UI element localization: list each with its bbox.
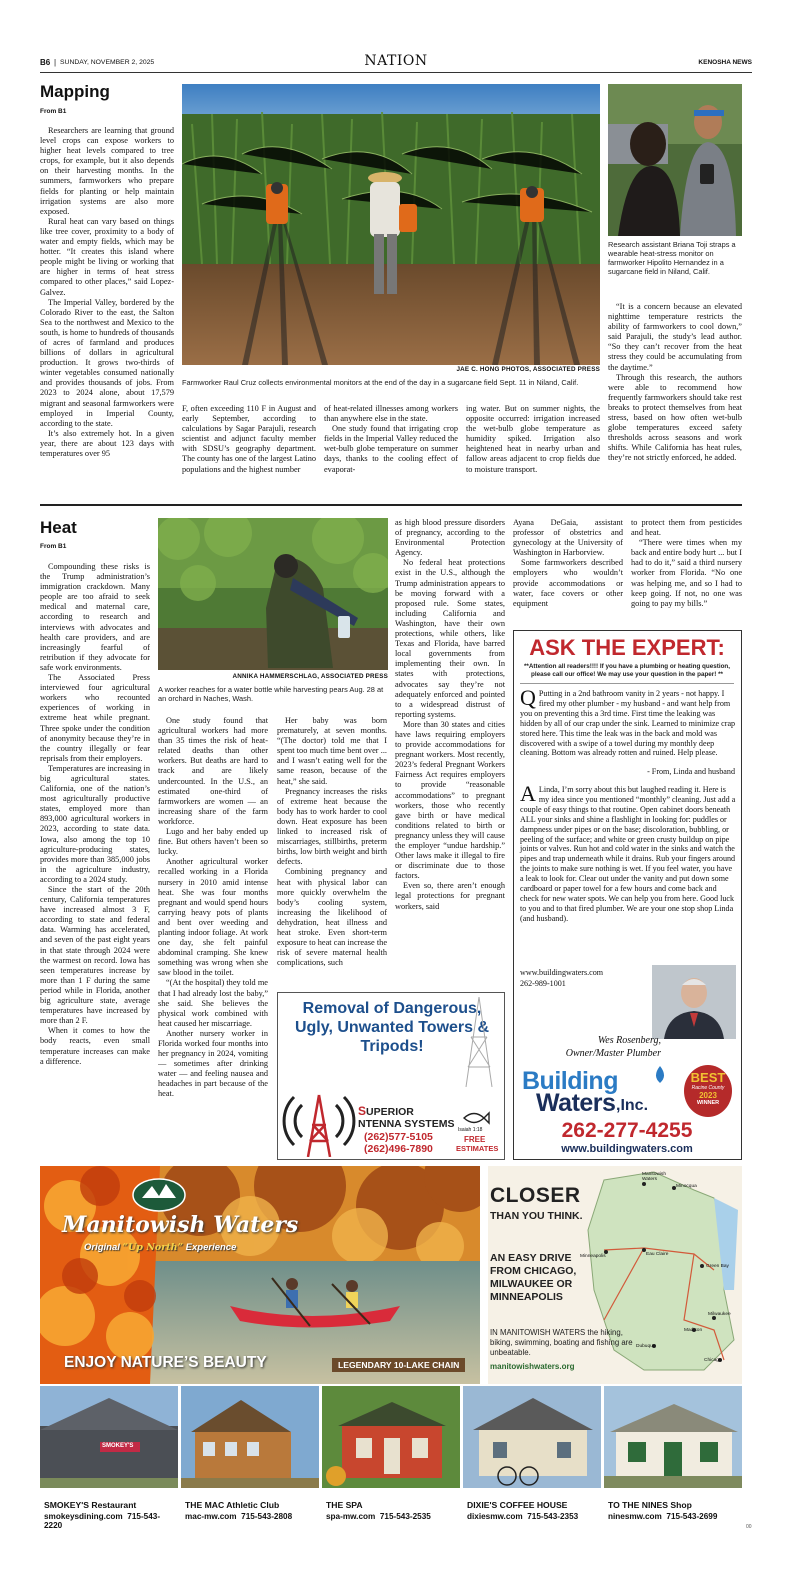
- mapping-para: Rural heat can vary based on things like tree cover, proximity to a body of water and empty fields, which may be hotter. “It creates this island where people might be living or working that are higher in terms of heat stress compared to other places,” said Lopez-Galvez.: [40, 216, 174, 297]
- q-letter: Q: [520, 685, 536, 710]
- heat-para: Ayana DeGaia, assistant professor of obstetrics and gynecology at the University of Washington in Harborview.: [513, 518, 623, 558]
- heat-para: When it comes to how the body reacts, even small temperature increases can make a difference.: [40, 1026, 150, 1066]
- business-url[interactable]: dixiesmw.com: [467, 1512, 523, 1521]
- expert-title: ASK THE EXPERT:: [529, 635, 725, 660]
- map-city-1: Manitowish Waters: [642, 1172, 666, 1182]
- mapping-para: It’s also extremely hot. In a given year, there are about 123 days with temperatures over 95: [40, 428, 174, 458]
- heat-para: Temperatures are increasing in big agricultural states. California, one of the nation’s most agriculturally productive states, employed more than 893,000 agricultural workers in 2023, according to state data. Iowa, also among the top 10 agriculture-producing states, provides more than 385,000 jobs in the agriculture industry, according to a 2024 study.: [40, 763, 150, 884]
- mapping-col1: [40, 126, 174, 480]
- smokeys-sign: SMOKEY'S: [102, 1443, 134, 1449]
- business-card[interactable]: [322, 1386, 460, 1521]
- heat-photo-credit: ANNIKA HAMMERSCHLAG, ASSOCIATED PRESS: [232, 673, 388, 680]
- header-date: SUNDAY, NOVEMBER 2, 2025: [60, 59, 155, 66]
- tagline-pre: Original: [84, 1242, 120, 1253]
- manitowish-logo-text: Manitowish Waters: [62, 1212, 299, 1238]
- heat-para: Combining pregnancy and heat with physical labor can more quickly overwhelm the body’s cooling system, increasing the likelihood of dehydration, heat illness and heat stroke. Even short-term exposure to heat can increase the risk of severe maternal health complications, such: [277, 867, 387, 968]
- spa-photo: [322, 1386, 460, 1488]
- answer-block: [520, 781, 736, 924]
- business-card[interactable]: [463, 1386, 601, 1521]
- mapping-para: Through this research, the authors were able to recommend how frequently farmworkers should take rest breaks to protect themselves from heat stress, based on how often wet-bulb globe temperatures exceed safety thresholds across seasons and work shifts. While California has heat rules, they’re not strictly enforced, he added.: [608, 372, 742, 463]
- question-text: Putting in a 2nd bathroom vanity in 2 years - not happy. I fired my other plumber - my husband - and want help from you on preventing this a 3rd time. First time the leaking was hidden by all of our crap under the sink. Learned to minimize crap stored here. This time the leak was in the back and mold was discovered with a swipe of a towel during my monthly deep cleaning. Bottom was already rotten and ruined. Help please.: [520, 689, 736, 758]
- expert-phone-small[interactable]: 262-989-1001: [520, 979, 566, 988]
- manitowish-body: IN MANITOWISH WATERS the hiking, biking, swimming, boating and fishing are unbeatable.: [490, 1328, 633, 1357]
- fish-icon: [462, 1111, 490, 1125]
- paper-name: KENOSHA NEWS: [698, 59, 752, 66]
- business-url[interactable]: smokeysdining.com: [44, 1512, 123, 1521]
- question-signoff: - From, Linda and husband: [647, 767, 735, 776]
- footer-code: 00: [746, 1524, 752, 1530]
- manitowish-emblem: [132, 1178, 186, 1212]
- mapping-col2-text: F, often exceeding 110 F in August and early September, according to calculations by Sagar Parajuli, research scientist and adjunct faculty member with SDSU’s geography department. The county has one of the largest Latino populations and the highest number: [182, 404, 316, 474]
- logo-building: Building: [522, 1067, 618, 1095]
- dixies-photo: [463, 1386, 601, 1488]
- company-initial: S: [358, 1104, 367, 1118]
- best-of-badge: [684, 1065, 732, 1117]
- smokeys-photo: [40, 1386, 178, 1488]
- drive-label: AN EASY DRIVE FROM CHICAGO, MILWAUKEE OR MINNEAPOLIS: [490, 1252, 577, 1303]
- tower-phone-2[interactable]: (262)496-7890: [364, 1143, 433, 1155]
- map-city-9: Chicago: [704, 1358, 722, 1363]
- owner-portrait: [652, 965, 736, 1039]
- page-header: [40, 53, 752, 72]
- business-name: DIXIE'S COFFEE HOUSE: [467, 1500, 568, 1510]
- mapping-photo-credit: JAE C. HONG PHOTOS, ASSOCIATED PRESS: [456, 366, 600, 373]
- heat-para: as high blood pressure disorders of pregnancy, according to the Environmental Protection Agency.: [395, 518, 505, 558]
- heat-monitor-photo-image: [608, 84, 742, 236]
- heat-para: More than 30 states and cities have laws requiring employers to provide accommodations for pregnant workers. Most recently, 2023’s federal Pregnant Workers Fairness Act requires employers to provide “reasonable accommodations” to pregnant workers, those who recently gave birth or have medical conditions related to birth or pregnancy unless they will cause the employer “undue hardship.” Other laws make it illegal to fire or discriminate due to those factors.: [395, 719, 505, 881]
- business-phone[interactable]: 715-543-2808: [241, 1512, 293, 1521]
- business-contact: [604, 1512, 742, 1521]
- business-name: TO THE NINES Shop: [608, 1500, 692, 1510]
- heat-photo-caption: A worker reaches for a water bottle while harvesting pears Aug. 28 at an orchard in Naches, Wash.: [158, 685, 384, 703]
- heat-para: Lugo and her baby ended up fine. But others haven’t been so lucky.: [158, 827, 268, 857]
- business-phone[interactable]: 715-543-2699: [666, 1512, 718, 1521]
- owner-title: Owner/Master Plumber: [565, 1048, 661, 1059]
- map-city-2: Minocqua: [676, 1184, 697, 1189]
- business-url[interactable]: mac-mw.com: [185, 1512, 237, 1521]
- mapping-para: Researchers are learning that ground level crops can expose workers to higher heat levels compared to tree crops, for example, but it also depends on their harvesting months. In the summers, farmworkers who prepare fields for planting or help maintain irrigation systems are also more exposed.: [40, 126, 174, 216]
- heat-col5: [513, 518, 623, 624]
- question-block: [520, 685, 736, 758]
- tagline-post: Experience: [185, 1242, 237, 1253]
- business-card[interactable]: [40, 1386, 178, 1530]
- mapping-col4-text: ing water. But on summer nights, the opposite occurred: irrigation increased the wet-bulb globe temperature as humidity spiked. Irrigation also heightened heat in nearby urban and fallow areas adjacent to crop fields due to moisture transport.: [466, 404, 600, 474]
- business-phone[interactable]: 715-543-2353: [527, 1512, 579, 1521]
- mapping-para: One study found that irrigating crop fields in the Imperial Valley reduced the wet-bulb globe temperature on summer days, thanks to the cooling effect of evaporat-: [324, 424, 458, 474]
- manitowish-tagline: [84, 1242, 236, 1253]
- heat-col3: [277, 716, 387, 986]
- best-winner: WINNER: [696, 1100, 720, 1106]
- business-contact: [322, 1512, 460, 1521]
- heat-para: Even so, there aren’t enough legal protections for pregnant workers, said: [395, 881, 505, 911]
- best-sub: Racine County: [691, 1085, 725, 1091]
- mapping-headline: Mapping: [40, 82, 110, 101]
- closer-label: CLOSER: [490, 1184, 581, 1207]
- answer-text: Linda, I’m sorry about this but laughed reading it. Here is my idea since you mentioned “monthly” cleaning. Just add a couple of easy things to that routine. Open cabinet doors beneath ALL your sinks and shine a flashlight in looking for: puddles or dampness under pipes or on the base; discoloration, bubbling, or peeling of the surface; and white or green crusty buildup on pipe joints or valves. Run hot and cold water in the sinks and watch the pipes and trap underneath while it drains. Rub your fingers around the joints to make sure nothing is wet. If you feel water, you have a leak to look for. Clear out under the vanity and put down some cardboard or paper towel for a few hours and come back and check for new water spots. We can help you from here. Good luck to you and to that fired plumber. We are your one stop shop Linda (and husband).: [520, 785, 736, 923]
- company-word1: UPERIOR: [366, 1106, 414, 1118]
- heat-col4: [395, 518, 505, 986]
- expert-web-big[interactable]: www.buildingwaters.com: [561, 1143, 693, 1155]
- ask-expert-ad[interactable]: [513, 630, 742, 1160]
- company-line2: NTENNA SYSTEMS: [358, 1118, 455, 1130]
- heat-para: Some farmworkers described employers who wouldn’t provide accommodations or water, face covers or other equipment: [513, 558, 623, 608]
- manitowish-ad[interactable]: [40, 1166, 742, 1546]
- logo-waters: Waters: [536, 1089, 616, 1117]
- map-city-5: Green Bay: [706, 1264, 729, 1269]
- estimates-label: ESTIMATES: [456, 1144, 499, 1153]
- chain-label: LEGENDARY 10-LAKE CHAIN: [332, 1358, 465, 1372]
- business-name: THE SPA: [326, 1500, 363, 1510]
- story-divider: [40, 504, 742, 506]
- heat-col6: [631, 518, 742, 624]
- tower-ad-headline: Removal of Dangerous, Ugly, Unwanted Towers & Tripods!: [294, 1000, 490, 1055]
- tower-ad[interactable]: [277, 992, 505, 1160]
- pear-orchard-photo: [158, 518, 388, 670]
- map-city-6: Milwaukee: [708, 1312, 731, 1317]
- heat-para: “There were times when my back and entire body hurt ... but I had to do it,” said a third nursery worker from Florida. “No one was helping me, and so I had to keep going. If not, no one was going to pay my bills.”: [631, 538, 742, 608]
- heat-monitor-photo: [608, 84, 742, 236]
- heat-col1: [40, 562, 150, 1154]
- tower-mast-icon: [456, 997, 502, 1087]
- heat-para: The Associated Press interviewed four agricultural workers who recounted experiences of working in extreme heat while pregnant. Three spoke under the condition of anonymity because they’re in the country illegally or fear reprisals from their employers.: [40, 673, 150, 763]
- owner-photo: [652, 965, 736, 1039]
- mapping-col3: [324, 404, 458, 480]
- than-label: THAN YOU THINK.: [490, 1210, 583, 1222]
- heat-para: Another agricultural worker recalled working in a Florida nursery in 2010 amid intense heat. She was four months pregnant and would spend hours carrying heavy pots of plants and bent over weeding and planting indoor foliage. At work one day, she felt painful abdominal cramping. She knew something was wrong when she saw blood in the toilet.: [158, 857, 268, 978]
- heat-para: Another nursery worker in Florida worked four months into her pregnancy in 2024, vomiting — sometimes after drinking water — and feeling nausea and headaches in part because of the heat.: [158, 1028, 268, 1099]
- heat-para: One study found that agricultural workers had more than 35 times the risk of heat-related deaths than other workers. But deaths are hard to track and are likely undercounted. In the U.S., an estimated one-third of farmworkers are women — an increasing share of the farm workforce.: [158, 716, 268, 826]
- business-url[interactable]: ninesmw.com: [608, 1512, 662, 1521]
- best-year: 2023: [699, 1091, 717, 1100]
- heat-para: “(At the hospital) they told me that I had already lost the baby,” she said. She believes the physical work combined with heat caused her miscarriage.: [158, 978, 268, 1028]
- heat-para: to protect them from pesticides and heat.: [631, 518, 742, 538]
- business-row: [40, 1386, 742, 1546]
- free-label: FREE: [464, 1135, 486, 1144]
- heat-para: No federal heat protections exist in the U.S., although the Trump administration appears to be moving forward with a proposed rule. Some states, including California and Washington, have their own protections, while others, like Texas and Florida, have barred local governments from implementing their own. In states with protections, advocates say they’re not adequately enforced and pointed to a widespread distrust of reporting systems.: [395, 558, 505, 719]
- header-rule: [40, 72, 752, 73]
- heat-para: Compounding these risks is the Trump administration’s immigration crackdown. Many people are too afraid to seek medical and maternal care, according to research and interviews with advocates and health care providers, and are increasingly fearful of retribution if they advocate for safe work environments.: [40, 562, 150, 672]
- section-name: NATION: [364, 53, 428, 69]
- business-url[interactable]: spa-mw.com: [326, 1512, 376, 1521]
- lake-canoe-image: [40, 1166, 480, 1384]
- heat-para: Pregnancy increases the risks of extreme heat because the body has to work harder to cool down. Heat exposure has been linked to increased risk of miscarriages, stillbirths, preterm births, low birth weight and birth defects.: [277, 786, 387, 867]
- mapping-para: The Imperial Valley, bordered by the Colorado River to the east, the Salton Sea to the northwest and Mexico to the south, is home to hundreds of thousands of acres of farmland and produces billions of dollars in agricultural production. It grows two-thirds of winter vegetables consumed nationally and provides thousands of jobs. From 2023 to 2024 alone, about 17,579 migrant and seasonal farmworkers were employed in Imperial County, according to the state.: [40, 297, 174, 428]
- expert-notice: **Attention all readers!!!! If you have a plumbing or heating question, please call our office! We may use your question in the paper! **: [523, 663, 731, 678]
- business-phone[interactable]: 715-543-2535: [379, 1512, 431, 1521]
- tower-phone-1[interactable]: (262)577-5105: [364, 1131, 433, 1143]
- map-panel: [488, 1166, 742, 1384]
- enjoy-label: ENJOY NATURE’S BEAUTY: [64, 1354, 267, 1371]
- mapping-from: From B1: [40, 108, 67, 115]
- tower-ad-company: [358, 1105, 468, 1130]
- nines-photo: [604, 1386, 742, 1488]
- best-label: BEST: [690, 1070, 726, 1085]
- map-city-4: Eau Claire: [646, 1252, 669, 1257]
- mapping-photo-caption: Farmworker Raul Cruz collects environmental monitors at the end of the day in a sugarcane field Sept. 11 in Niland, Calif.: [182, 378, 579, 387]
- header-divider: |: [54, 58, 57, 67]
- map-city-7: Madison: [684, 1328, 703, 1333]
- business-card[interactable]: [181, 1386, 319, 1521]
- expert-web[interactable]: www.buildingwaters.com: [520, 968, 604, 977]
- mapping-col4: [466, 404, 600, 480]
- logo-inc: ,Inc.: [616, 1097, 649, 1114]
- sugarcane-photo-image: [182, 84, 600, 365]
- pear-orchard-photo-image: [158, 518, 388, 670]
- heat-para: Her baby was born prematurely, at seven months. “(The doctor) told me that I spent too much time bent over ... and I wasn’t eating well for the same reason, because of the heat,” she said.: [277, 716, 387, 786]
- a-letter: A: [520, 781, 536, 806]
- heat-from: From B1: [40, 543, 67, 550]
- side-photo-caption: Research assistant Briana Toji straps a wearable heat-stress monitor on farmworker Hipolito Hernandez in a sugarcane field in Niland, Calif.: [608, 240, 736, 276]
- business-contact: [463, 1512, 601, 1521]
- business-phone[interactable]: 715-543-2220: [44, 1512, 161, 1530]
- mapping-para: of heat-related illnesses among workers than anywhere else in the state.: [324, 404, 458, 424]
- heat-col2: [158, 716, 268, 1154]
- map-city-3: Minneapolis: [580, 1254, 606, 1259]
- business-name: THE MAC Athletic Club: [185, 1500, 280, 1510]
- manitowish-url[interactable]: manitowishwaters.org: [490, 1362, 575, 1371]
- mapping-col2: [182, 404, 316, 480]
- map-city-8: Dubuque: [636, 1344, 656, 1349]
- sugarcane-photo: [182, 84, 600, 365]
- heat-para: Since the start of the 20th century, California temperatures have increased almost 3 F, according to state and federal data. Warming has accelerated, and seven of the past eight years in that state through 2024 were the warmest on record. Iowa has seen temperatures increase by more than 1 F during the same period while in Florida, another big agriculture state, average temperatures have increased by more than 2 F.: [40, 885, 150, 1026]
- tagline-mid: “Up North”: [122, 1242, 184, 1253]
- water-drop-icon: [650, 1065, 670, 1085]
- heat-headline: Heat: [40, 518, 77, 537]
- lake-canoe-photo: [40, 1166, 480, 1384]
- mac-photo: [181, 1386, 319, 1488]
- mapping-para: “It is a concern because an elevated nighttime temperature restricts the ability of farmworkers to cool down,” said Parajuli, the study’s lead author. “So they can’t recover from the heat stress they could be accumulating from the daytime.”: [608, 302, 742, 372]
- page-number: B6: [40, 58, 51, 67]
- business-card[interactable]: [604, 1386, 742, 1521]
- antenna-tower-icon: [282, 1085, 356, 1157]
- business-contact: [40, 1512, 178, 1530]
- business-contact: [181, 1512, 319, 1521]
- owner-name: Wes Rosenberg,: [597, 1035, 661, 1046]
- expert-notice-rule: [520, 683, 734, 684]
- tower-verse: Isaiah 1:18: [458, 1127, 483, 1133]
- business-name: SMOKEY'S Restaurant: [44, 1500, 137, 1510]
- mapping-side-col: [608, 302, 742, 482]
- expert-phone-big[interactable]: 262-277-4255: [561, 1119, 693, 1142]
